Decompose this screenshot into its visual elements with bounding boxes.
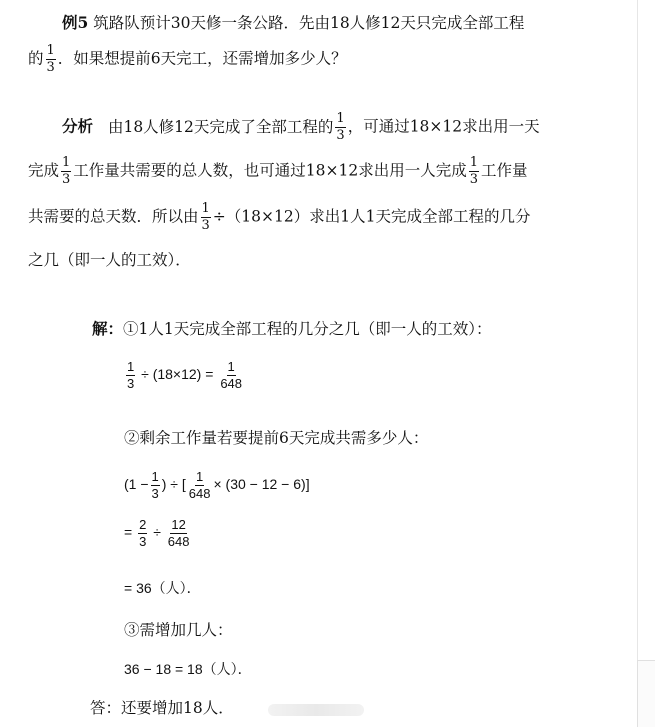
problem-label: 例5 <box>62 13 89 32</box>
fraction: $\frac{1}{3}$ <box>469 155 479 187</box>
solution-step-2: ②剩余工作量若要提前6天完成共需多少人： <box>124 429 429 447</box>
analysis-label: 分析 <box>62 116 94 136</box>
problem-line-2: 的 $\frac{1}{3}$ ．如果想提前6天完工，还需增加多少人？ <box>28 43 347 75</box>
fraction: $\frac{1}{648}$ <box>220 359 243 391</box>
fraction: $\frac{1}{3}$ <box>336 111 345 143</box>
analysis-line-4: 之几（即一人的工效）． <box>28 251 191 269</box>
watermark-blur <box>268 704 364 716</box>
analysis-line-1: 分析 由18人修12天完成了全部工程的 $\frac{1}{3}$ ，可通过18×12求出用一天 <box>62 111 540 143</box>
fraction: $\frac{1}{3}$ <box>127 359 135 391</box>
fraction: $\frac{1}{3}$ <box>62 155 71 187</box>
solution-step-1: 解：①1人1天完成全部工程的几分之几（即一人的工效）： <box>92 319 492 338</box>
answer-line: 答：还要增加18人． <box>90 699 234 717</box>
equation-4: = 36（人）． <box>124 580 201 596</box>
solution-step-3: ③需增加几人： <box>124 621 233 639</box>
fraction: $\frac{1}{648}$ <box>188 469 211 501</box>
fraction: $\frac{2}{3}$ <box>139 517 147 549</box>
analysis-line-2: 完成 $\frac{1}{3}$ 工作量共需要的总人数，也可通过18×12求出用一人完成 $\frac{1}{3}$ 工作量 <box>28 155 528 187</box>
equation-5: 36 − 18 = 18（人）． <box>124 661 252 677</box>
equation-1: $\frac{1}{3}$ ÷ (18×12) = $\frac{1}{648}$ <box>127 359 243 391</box>
fraction: $\frac{12}{648}$ <box>167 517 190 549</box>
page-edge-divider <box>637 0 638 660</box>
problem-text-1: 筑路队预计30天修一条公路．先由18人修12天只完成全部工程 <box>93 14 525 32</box>
problem-line-1 <box>62 13 524 33</box>
scrollbar-corner[interactable] <box>637 660 655 727</box>
equation-2: (1 − $\frac{1}{3}$ ) ÷ [ $\frac{1}{648}$ × (30 − 12 − 6)] <box>124 469 310 501</box>
analysis-line-3: 共需要的总天数．所以由 $\frac{1}{3}$ ÷（18×12）求出1人1天完成全部工程的几分 <box>28 201 531 233</box>
solution-label: 解： <box>92 319 124 338</box>
fraction: $\frac{1}{3}$ <box>46 43 55 75</box>
fraction: $\frac{1}{3}$ <box>151 469 159 501</box>
fraction: $\frac{1}{3}$ <box>201 201 210 233</box>
equation-3: = $\frac{2}{3}$ ÷ $\frac{12}{648}$ <box>124 517 190 549</box>
